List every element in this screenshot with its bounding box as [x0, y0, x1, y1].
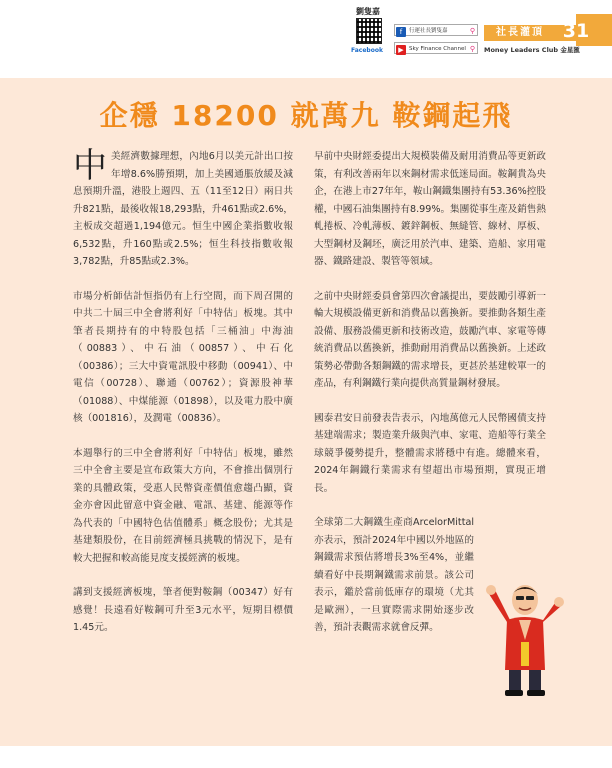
- drop-cap: 中: [73, 146, 107, 186]
- search-icon: ⚲: [469, 27, 475, 35]
- paragraph: 市場分析師估計恒指仍有上行空間，而下周召開的中共二十屆三中全會將利好「中特估」板塊。其中筆者長期持有的中特股包括「三桶油」中海油（00883）、中石油（00857）、中石化（00386）；三大中資電訊股中移動（00941）、中電信（00728）、聯通（00762）；資源股神華（01088）、中煤能源（01898），以及電力股中廣核（001816），及潤電（00836）。: [73, 290, 293, 424]
- right-column: [314, 148, 546, 654]
- youtube-link[interactable]: [394, 42, 478, 54]
- facebook-icon: f: [396, 27, 406, 37]
- facebook-label: 行運社長劉隻嘉: [409, 28, 448, 34]
- paragraph: 早前中央財經委提出大規模裝備及耐用消費品等更新政策，有利改善兩年以來鋼材需求低迷局面。鞍鋼貴為央企，在港上市27年年，鞍山鋼鐵集團持有53.36%控股權，中國石油集團持有8.99%。集團從事生產及銷售熱軋捲板、冷軋薄板、鍍鋅鋼板、無縫管、線材、厚板、大型鋼材及鋼坯，廣泛用於汽車、建築、造船、家用電器、鐵路建設、製管等領域。: [314, 151, 546, 267]
- paragraph: 中美經濟數據理想，內地6月以美元計出口按年增8.6%勝預期，加上美國通脹放緩及減息預期升溫，港股上週四、五（11至12日）兩日共升821點，最後收報18,293點，升461點或2.6%，主板成交超過1,194億元。恒生中國企業指數收報6,532點，升160點或2.5%；恒生科技指數收報3,782點，升85點或2.3%。: [73, 146, 293, 267]
- column-name: 社長灌頂: [496, 27, 544, 38]
- paragraph: 講到支援經濟板塊，筆者便對鞍鋼（00347）好有感覺！長遠看好鞍鋼可升至3元水平，短期目標價1.45元。: [73, 587, 293, 633]
- mascot-illustration: [485, 580, 565, 700]
- paragraph: 全球第二大鋼鐵生產商ArcelorMittal亦表示，預計2024年中國以外地區的鋼鐵需求預估將增長3%至4%，並繼續看好中長期鋼鐵需求前景。該公司表示，鑑於當前低庫存的環境（尤其是歐洲），一旦實際需求開始逐步改善，預計表觀需求就會反彈。: [314, 517, 474, 633]
- paragraph: 之前中央財經委員會第四次會議提出，要鼓勵引導新一輪大規模設備更新和消費品以舊換新。要推動各類生產設備、服務設備更新和技術改造，鼓勵汽車、家電等傳統消費品以舊換新，推動耐用消費品以舊換新。上述政策勢必帶動各類鋼鐵的需求增長，更甚於基建較單一的產品，有利鋼鐵行業向提供高質量鋼材發展。: [314, 290, 546, 389]
- page-footer: [0, 746, 612, 768]
- paragraph: 本週舉行的三中全會將利好「中特估」板塊，雖然三中全會主要是宣布政策大方向，不會推出個別行業的具體政策，受惠人民幣資產價值愈趨凸顯，資金亦會因此留意中資金融、電訊、基建、能源等作為代表的「中國特色估值體系」概念股份；尤其是基建類股份，在目前經濟極具挑戰的情況下，是有較大把握和較高能見度支援經濟的板塊。: [73, 447, 293, 564]
- qr-code[interactable]: [356, 18, 382, 44]
- search-icon: ⚲: [469, 45, 475, 53]
- left-column: [73, 148, 293, 654]
- page-header: [0, 0, 612, 78]
- page-number: 31: [562, 20, 590, 42]
- paragraph: 國泰君安日前發表告表示，內地萬億元人民幣國債支持基建端需求；製造業升級與汽車、家電、造船等行業全球競爭優勢提升，整體需求將穩中有進。總體來看，2024年鋼鐵行業需求有望超出市場預期，實現正增長。: [314, 412, 546, 494]
- youtube-label: Sky Finance Channel: [409, 46, 466, 52]
- article-body: [0, 78, 612, 746]
- facebook-link[interactable]: [394, 24, 478, 36]
- article-title: 企穩 18200 就萬九 鞍鋼起飛: [99, 99, 513, 132]
- qr-owner-label: 劉隻嘉: [356, 7, 380, 16]
- club-name: Money Leaders Club 金星匯: [484, 46, 580, 54]
- youtube-icon: ▶: [396, 45, 406, 55]
- qr-facebook-label: Facebook: [351, 47, 383, 54]
